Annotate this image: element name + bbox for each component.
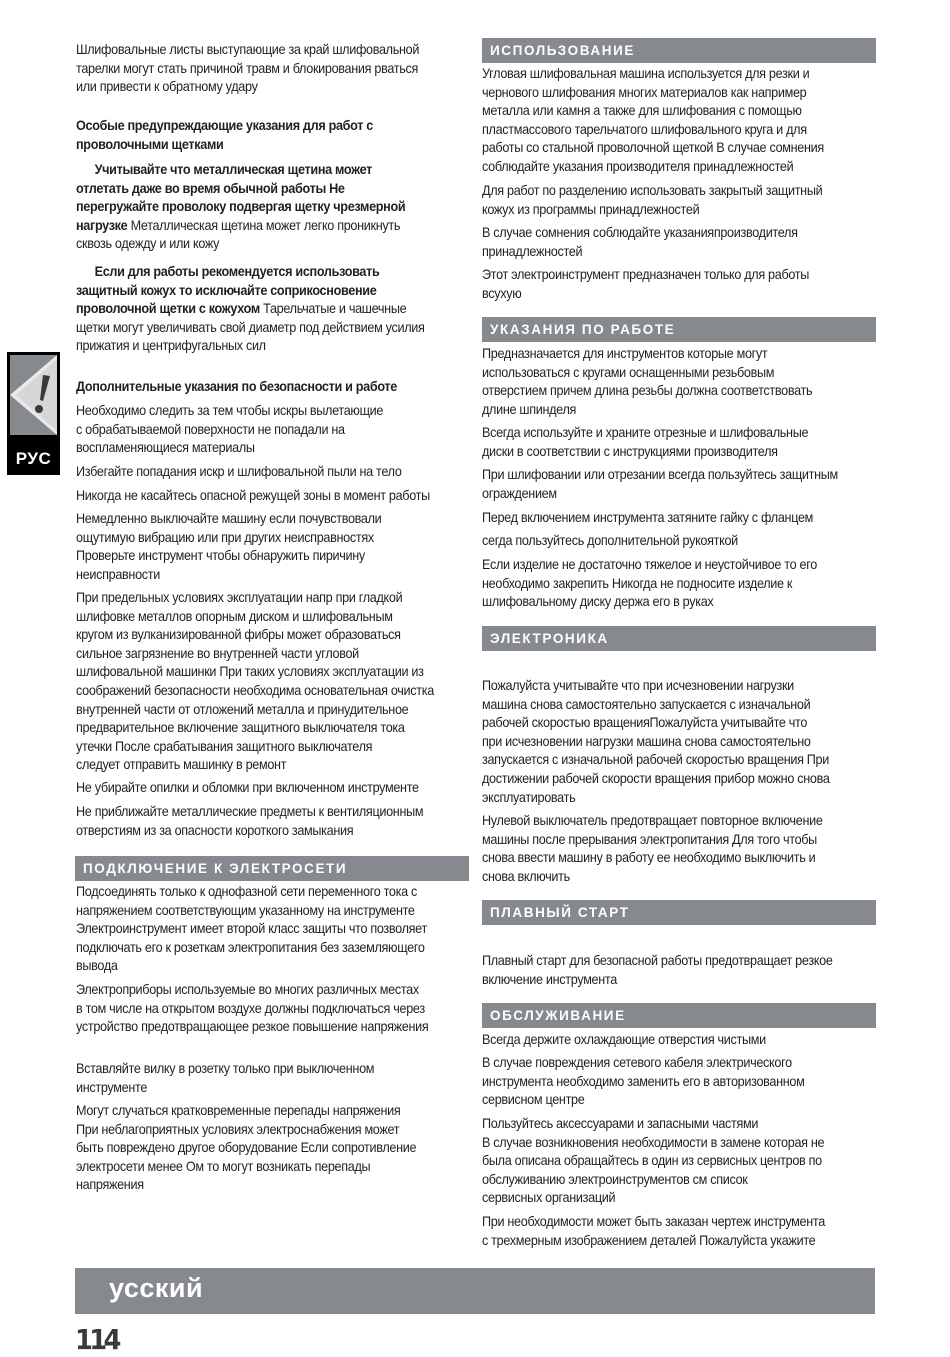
section-header-electronics: ЭЛЕКТРОНИКА (482, 626, 876, 651)
paragraph-text: Не приближайте металлические предметы к вентиляционным отверстиям из за опасности короткого замыкания (76, 804, 424, 838)
language-code: РУС (15, 449, 52, 468)
paragraph (482, 266, 876, 303)
paragraph (482, 65, 876, 177)
section-header-soft-start: ПЛАВНЫЙ СТАРТ (482, 900, 876, 925)
paragraph (482, 556, 876, 612)
paragraph-text: Если изделие не достаточно тяжелое и неустойчивое то его необходимо закрепить Никогда не подносите изделие к шлифовальному диску держа его в руках (482, 557, 817, 610)
paragraph (76, 883, 470, 976)
paragraph (482, 532, 876, 551)
paragraph (76, 1060, 470, 1097)
footer-language-title: усский (109, 1273, 204, 1303)
subheading-text: Особые предупреждающие указания для работ с проволочными щетками (76, 118, 374, 152)
paragraph-text: Никогда не касайтесь опасной режущей зоны в момент работы (76, 488, 430, 503)
paragraph (76, 803, 470, 840)
paragraph-text: Необходимо следить за тем чтобы искры вылетающие с обрабатываемой поверхности не попадали на воспламеняющиеся материалы (76, 403, 384, 456)
paragraph (482, 812, 876, 886)
paragraph (482, 466, 876, 503)
paragraph-text: В случае сомнения соблюдайте указанияпроизводителя принадлежностей (482, 225, 798, 259)
paragraph-text: Вставляйте вилку в розетку только при выключенном инструменте (76, 1061, 375, 1095)
subheading-additional-safety (76, 378, 470, 397)
language-side-tab (7, 352, 60, 475)
paragraph-text: В случае повреждения сетевого кабеля электрического инструмента необходимо заменить его в авторизованном сервисном центре (482, 1055, 805, 1108)
paragraph (76, 263, 470, 356)
paragraph-text: Перед включением инструмента затяните гайку с фланцем (482, 510, 814, 525)
section-header-maintenance: ОБСЛУЖИВАНИЕ (482, 1003, 876, 1028)
subheading-wire-brushes (76, 117, 470, 154)
warning-bold-text: Учитывайте что металлическая щетина может отлетать даже во время обычной работы Не перегружайте проволоку подвергая щетку чрезмерной нагрузке (76, 162, 406, 233)
paragraph (76, 463, 470, 482)
page-number: 114 (75, 1323, 118, 1356)
paragraph-text: Нулевой выключатель предотвращает повторное включение машины после прерывания электропитания Для того чтобы снова ввести машину в работу ее необходимо выключить и снова включить (482, 813, 823, 884)
paragraph-text: Предназначается для инструментов которые могут использоваться с кругами оснащенными резьбовым отверстием причем длина резьбы должна соответствовать длине шпинделя (482, 346, 813, 417)
paragraph-text: Шлифовальные листы выступающие за край шлифовальной тарелки могут стать причиной травм и блокирования рваться или привести к обратному удару (76, 42, 420, 95)
paragraph (482, 1054, 876, 1110)
paragraph (482, 424, 876, 461)
paragraph-text: сегда пользуйтесь дополнительной рукояткой (482, 533, 738, 548)
paragraph (76, 487, 470, 506)
paragraph-rest: Металлическая щетина может легко проникнуть сквозь одежду и или кожу (76, 217, 401, 252)
paragraph-text: При шлифовании или отрезании всегда пользуйтесь защитным ограждением (482, 467, 838, 501)
paragraph (482, 1031, 876, 1050)
paragraph-text (76, 263, 468, 356)
paragraph (76, 779, 470, 798)
paragraph-text (76, 161, 468, 254)
paragraph-text: Всегда держите охлаждающие отверстия чистыми (482, 1032, 766, 1047)
paragraph (482, 952, 876, 989)
paragraph-text: Угловая шлифовальная машина используется для резки и чернового шлифования многих материалов как например металла или камня а также для шлифования с помощью пластмассового тарельчатого шлифовального круга и для работы со стальной проволочной щеткой В случае сомнения соблюдайте указания производителя принадлежностей (482, 66, 824, 174)
paragraph-text: Не убирайте опилки и обломки при включенном инструменте (76, 780, 419, 795)
paragraph (76, 161, 470, 254)
paragraph-text: При предельных условиях эксплуатации напр при гладкой шлифовке металлов опорным диском и шлифовальным кругом из вулканизированной фибры может образоваться сильное загрязнение во внутренней части угловой шлифовальной машинки При таких условиях эксплуатации из соображений безопасности необходима основательная очистка внутренней части от отложений металла и принудительное предварительное включение защитного выключателя тока утечки После срабатывания защитного выключателя следует отправить машинку в ремонт (76, 590, 434, 773)
paragraph-text: Этот электроинструмент предназначен только для работы всухую (482, 267, 810, 301)
section-header-work-instructions: УКАЗАНИЯ ПО РАБОТЕ (482, 317, 876, 342)
paragraph (76, 402, 470, 458)
paragraph (76, 510, 470, 584)
paragraph (76, 589, 470, 775)
paragraph (482, 224, 876, 261)
subheading-text: Дополнительные указания по безопасности и работе (76, 379, 398, 394)
section-header-power: ПОДКЛЮЧЕНИЕ К ЭЛЕКТРОСЕТИ (75, 856, 469, 881)
paragraph-text: Всегда используйте и храните отрезные и шлифовальные диски в соответствии с инструкциями производителя (482, 425, 809, 459)
paragraph-text: Плавный старт для безопасной работы предотвращает резкое включение инструмента (482, 953, 833, 987)
paragraph-text: Избегайте попадания искр и шлифовальной пыли на тело (76, 464, 402, 479)
warning-panel (10, 355, 57, 435)
warning-bold-text: Если для работы рекомендуется использовать защитный кожух то исключайте соприкосновение проволочной щетки с кожухом (76, 264, 380, 317)
paragraph (482, 1213, 876, 1250)
paragraph-text: Для работ по разделению использовать закрытый защитный кожух из программы принадлежностей (482, 183, 823, 217)
paragraph (482, 1115, 876, 1208)
paragraph-text: Немедленно выключайте машину если почувствовали ощутимую вибрацию или при других неисправностях Проверьте инструмент чтобы обнаружить пиричину неисправности (76, 511, 382, 582)
paragraph-text: Могут случаться кратковременные перепады напряжения При неблагоприятных условиях электроснабжения может быть повреждено другое оборудование Если сопротивление электросети менее Ом то могут возникать перепады напряжения (76, 1103, 417, 1193)
paragraph-rest: Тарельчатые и чашечные щетки могут увеличивать свой диаметр под действием усилия прижатия и центрифугальных сил (76, 301, 425, 354)
paragraph-text: Электроприборы используемые во многих различных местах в том числе на открытом воздухе должны подключаться через устройство предотвращающее резкое повышение напряжения (76, 982, 429, 1035)
paragraph (76, 41, 470, 97)
paragraph-text: Пользуйтесь аксессуарами и запасными частями В случае возникновения необходимости в замене которая не была описана обращайтесь в один из сервисных центров по обслуживанию электроинструментов см список сервисных организаций (482, 1116, 825, 1206)
paragraph (76, 981, 470, 1037)
paragraph (76, 1102, 470, 1195)
paragraph-text: Подсоединять только к однофазной сети переменного тока с напряжением соответствующим указанному на инструменте Электроинструмент имеет второй класс защиты что позволяет подключать его к розеткам электропитания без заземляющего вывода (76, 884, 427, 974)
paragraph-text: При необходимости может быть заказан чертеж инструмента с трехмерным изображением деталей Пожалуйста укажите (482, 1214, 825, 1248)
footer-language-bar (75, 1268, 875, 1314)
paragraph (482, 182, 876, 219)
paragraph (482, 509, 876, 528)
warning-triangle-icon (10, 355, 57, 435)
paragraph (482, 345, 876, 419)
paragraph-text: Пожалуйста учитывайте что при исчезновении нагрузки машина снова самостоятельно запускается с изначальной рабочей скоростью вращенияПожалуйста учитывайте что при исчезновении нагрузки машина снова самостоятельно запускается с изначальной рабочей скоростью вращения При достижении рабочей скорости вращения прибор можно снова эксплуатировать (482, 678, 830, 805)
paragraph (482, 677, 876, 807)
section-header-usage: ИСПОЛЬЗОВАНИЕ (482, 38, 876, 63)
